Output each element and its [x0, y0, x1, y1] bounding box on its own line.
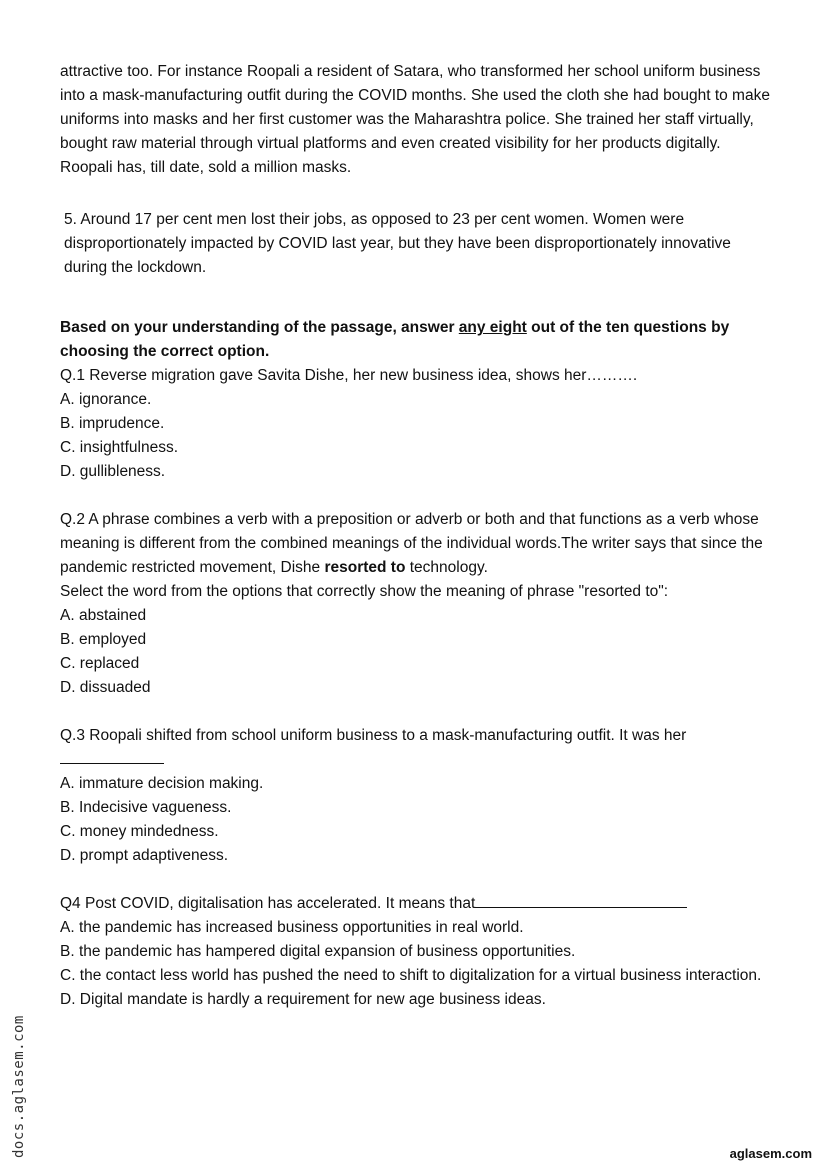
footer-brand[interactable]: aglasem.com: [729, 1146, 812, 1161]
option-b: B. Indecisive vagueness.: [60, 799, 232, 816]
question-2: [60, 508, 772, 700]
option-a: A. ignorance.: [60, 391, 152, 408]
question-stem-text: Q.3 Roopali shifted from school uniform business to a mask-manufacturing outfit. It was her: [60, 727, 687, 744]
option-b: B. imprudence.: [60, 415, 165, 432]
option-b: B. employed: [60, 631, 147, 648]
question-stem-text: Q4 Post COVID, digitalisation has accelerated. It means that: [60, 895, 476, 912]
question-stem-bold: resorted to: [324, 559, 406, 576]
option-d: D. prompt adaptiveness.: [60, 847, 229, 864]
answer-blank: [60, 749, 164, 764]
question-stem: [60, 508, 772, 580]
question-4: [60, 892, 772, 1012]
answer-blank: [475, 893, 687, 908]
option-c: C. money mindedness.: [60, 823, 219, 840]
option-d: D. Digital mandate is hardly a requirement for new age business ideas.: [60, 991, 546, 1008]
option-d: D. dissuaded: [60, 679, 151, 696]
question-3: [60, 724, 772, 868]
instructions: [60, 316, 772, 364]
side-watermark: docs.aglasem.com: [11, 1015, 27, 1158]
question-stem: Q.1 Reverse migration gave Savita Dishe, her new business idea, shows her……….: [60, 367, 638, 384]
question-stem-text-end: technology.: [405, 559, 488, 576]
passage-paragraph-1: attractive too. For instance Roopali a resident of Satara, who transformed her school uniform business into a mask-manufacturing outfit during the COVID months. She used the cloth she had bought to make uniforms into masks and her first customer was the Maharashtra police. She trained her staff virtually, bought raw material through virtual platforms and even created visibility for her products digitally. Roopali has, till date, sold a million masks.: [60, 63, 770, 176]
question-stem: [60, 724, 772, 772]
option-a: A. immature decision making.: [60, 775, 264, 792]
option-c: C. the contact less world has pushed the need to shift to digitalization for a virtual business interaction.: [60, 967, 762, 984]
option-a: A. the pandemic has increased business opportunities in real world.: [60, 919, 524, 936]
instructions-text: Based on your understanding of the passage, answer: [60, 319, 459, 336]
passage-paragraph-5: 5. Around 17 per cent men lost their jobs, as opposed to 23 per cent women. Women were disproportionately impacted by COVID last year, but they have been disproportionately innovative during the lockdown.: [64, 211, 731, 276]
option-c: C. insightfulness.: [60, 439, 179, 456]
question-stem-text: Q.2 A phrase combines a verb with a preposition or adverb or both and that functions as a verb whose meaning is different from the combined meanings of the individual words.The writer says that since the pandemic restricted movement, Dishe: [60, 511, 763, 576]
option-b: B. the pandemic has hampered digital expansion of business opportunities.: [60, 943, 576, 960]
option-d: D. gullibleness.: [60, 463, 166, 480]
instructions-underlined: any eight: [458, 319, 527, 336]
document-body: [60, 60, 772, 1012]
question-instruction: Select the word from the options that correctly show the meaning of phrase "resorted to":: [60, 583, 669, 600]
question-stem: [60, 892, 772, 916]
option-c: C. replaced: [60, 655, 140, 672]
question-1: [60, 364, 772, 484]
option-a: A. abstained: [60, 607, 147, 624]
instructions-text-end: out of the ten questions by choosing the correct option.: [60, 319, 730, 360]
